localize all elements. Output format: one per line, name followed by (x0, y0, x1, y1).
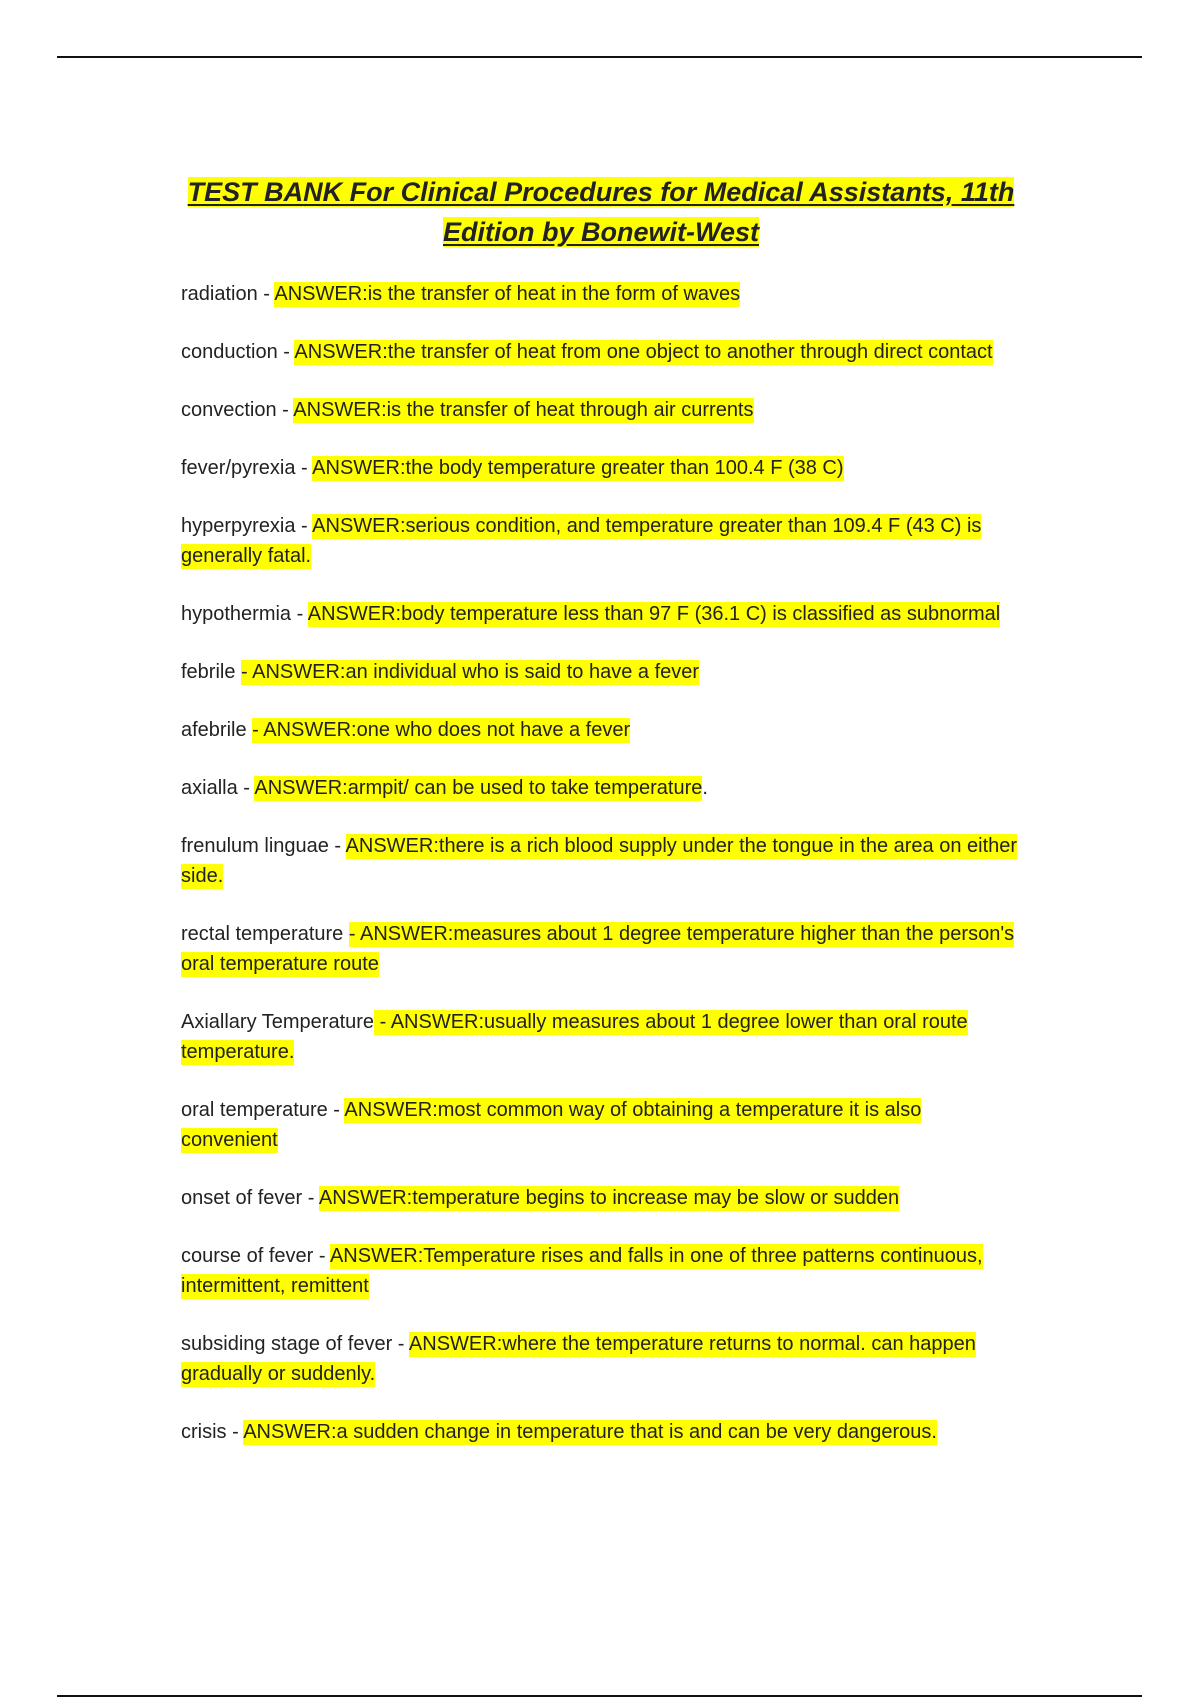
entry-term: onset of fever - (181, 1187, 319, 1209)
qa-entry (181, 1007, 1021, 1067)
entry-answer: ANSWER:the transfer of heat from one object to another through direct contact (294, 341, 993, 363)
entry-answer: ANSWER:a sudden change in temperature that is and can be very dangerous. (243, 1421, 937, 1443)
entry-term: hypothermia - (181, 603, 308, 625)
entry-answer: - ANSWER:usually measures about 1 degree lower than oral route temperature. (181, 1011, 968, 1063)
entry-term: febrile (181, 661, 242, 683)
qa-entry (181, 1095, 1021, 1155)
qa-entry (181, 599, 1021, 629)
entry-answer: ANSWER:body temperature less than 97 F (36.1 C) is classified as subnormal (307, 603, 1001, 625)
entry-answer: ANSWER:the body temperature greater than 100.4 F (38 C) (312, 457, 844, 479)
entry-term: afebrile (181, 719, 253, 741)
entry-answer: ANSWER:temperature begins to increase may be slow or sudden (318, 1187, 900, 1209)
qa-entry (181, 1417, 1021, 1447)
entry-answer: ANSWER:is the transfer of heat through air currents (293, 399, 754, 421)
entry-term: convection - (181, 399, 294, 421)
entry-answer: - ANSWER:measures about 1 degree temperature higher than the person's oral temperature route (181, 923, 1015, 975)
entry-term: axialla - (181, 777, 255, 799)
qa-entry (181, 337, 1021, 367)
qa-entry (181, 279, 1021, 309)
entry-answer: ANSWER:where the temperature returns to normal. can happen gradually or suddenly. (181, 1333, 976, 1385)
qa-entry (181, 511, 1021, 571)
document-body (181, 172, 1021, 1475)
qa-entry (181, 715, 1021, 745)
qa-entry (181, 1241, 1021, 1301)
entry-term: frenulum linguae - (181, 835, 346, 857)
qa-entry (181, 831, 1021, 891)
entry-term: course of fever - (181, 1245, 330, 1267)
qa-entry (181, 919, 1021, 979)
entry-answer: ANSWER:there is a rich blood supply under the tongue in the area on either side. (181, 835, 1018, 887)
entry-term: radiation - (181, 283, 275, 305)
entry-answer: - ANSWER:an individual who is said to have a fever (241, 661, 700, 683)
entry-term: fever/pyrexia - (181, 457, 313, 479)
qa-entry (181, 395, 1021, 425)
entry-answer: ANSWER:armpit/ can be used to take temperature (254, 777, 703, 799)
qa-entry (181, 657, 1021, 687)
top-rule (57, 56, 1142, 58)
qa-entry (181, 1183, 1021, 1213)
entry-answer: - ANSWER:one who does not have a fever (252, 719, 631, 741)
entry-answer: ANSWER:is the transfer of heat in the form of waves (274, 283, 741, 305)
qa-list (181, 279, 1021, 1447)
entry-trailing: . (702, 777, 708, 799)
qa-entry (181, 453, 1021, 483)
entry-term: subsiding stage of fever - (181, 1333, 409, 1355)
qa-entry (181, 773, 1021, 803)
entry-answer: ANSWER:serious condition, and temperature greater than 109.4 F (43 C) is generally fatal. (181, 515, 982, 567)
entry-term: crisis - (181, 1421, 244, 1443)
bottom-rule (57, 1695, 1142, 1697)
entry-term: hyperpyrexia - (181, 515, 313, 537)
document-title (181, 172, 1021, 252)
entry-term: conduction - (181, 341, 295, 363)
entry-term: Axiallary Temperature (181, 1011, 375, 1033)
qa-entry (181, 1329, 1021, 1389)
entry-term: oral temperature - (181, 1099, 345, 1121)
entry-answer: ANSWER:Temperature rises and falls in one of three patterns continuous, intermittent, remittent (181, 1245, 983, 1297)
title-highlight: TEST BANK For Clinical Procedures for Medical Assistants, 11th Edition by Bonewit-West (187, 177, 1015, 247)
entry-term: rectal temperature (181, 923, 349, 945)
entry-answer: ANSWER:most common way of obtaining a temperature it is also convenient (181, 1099, 922, 1151)
